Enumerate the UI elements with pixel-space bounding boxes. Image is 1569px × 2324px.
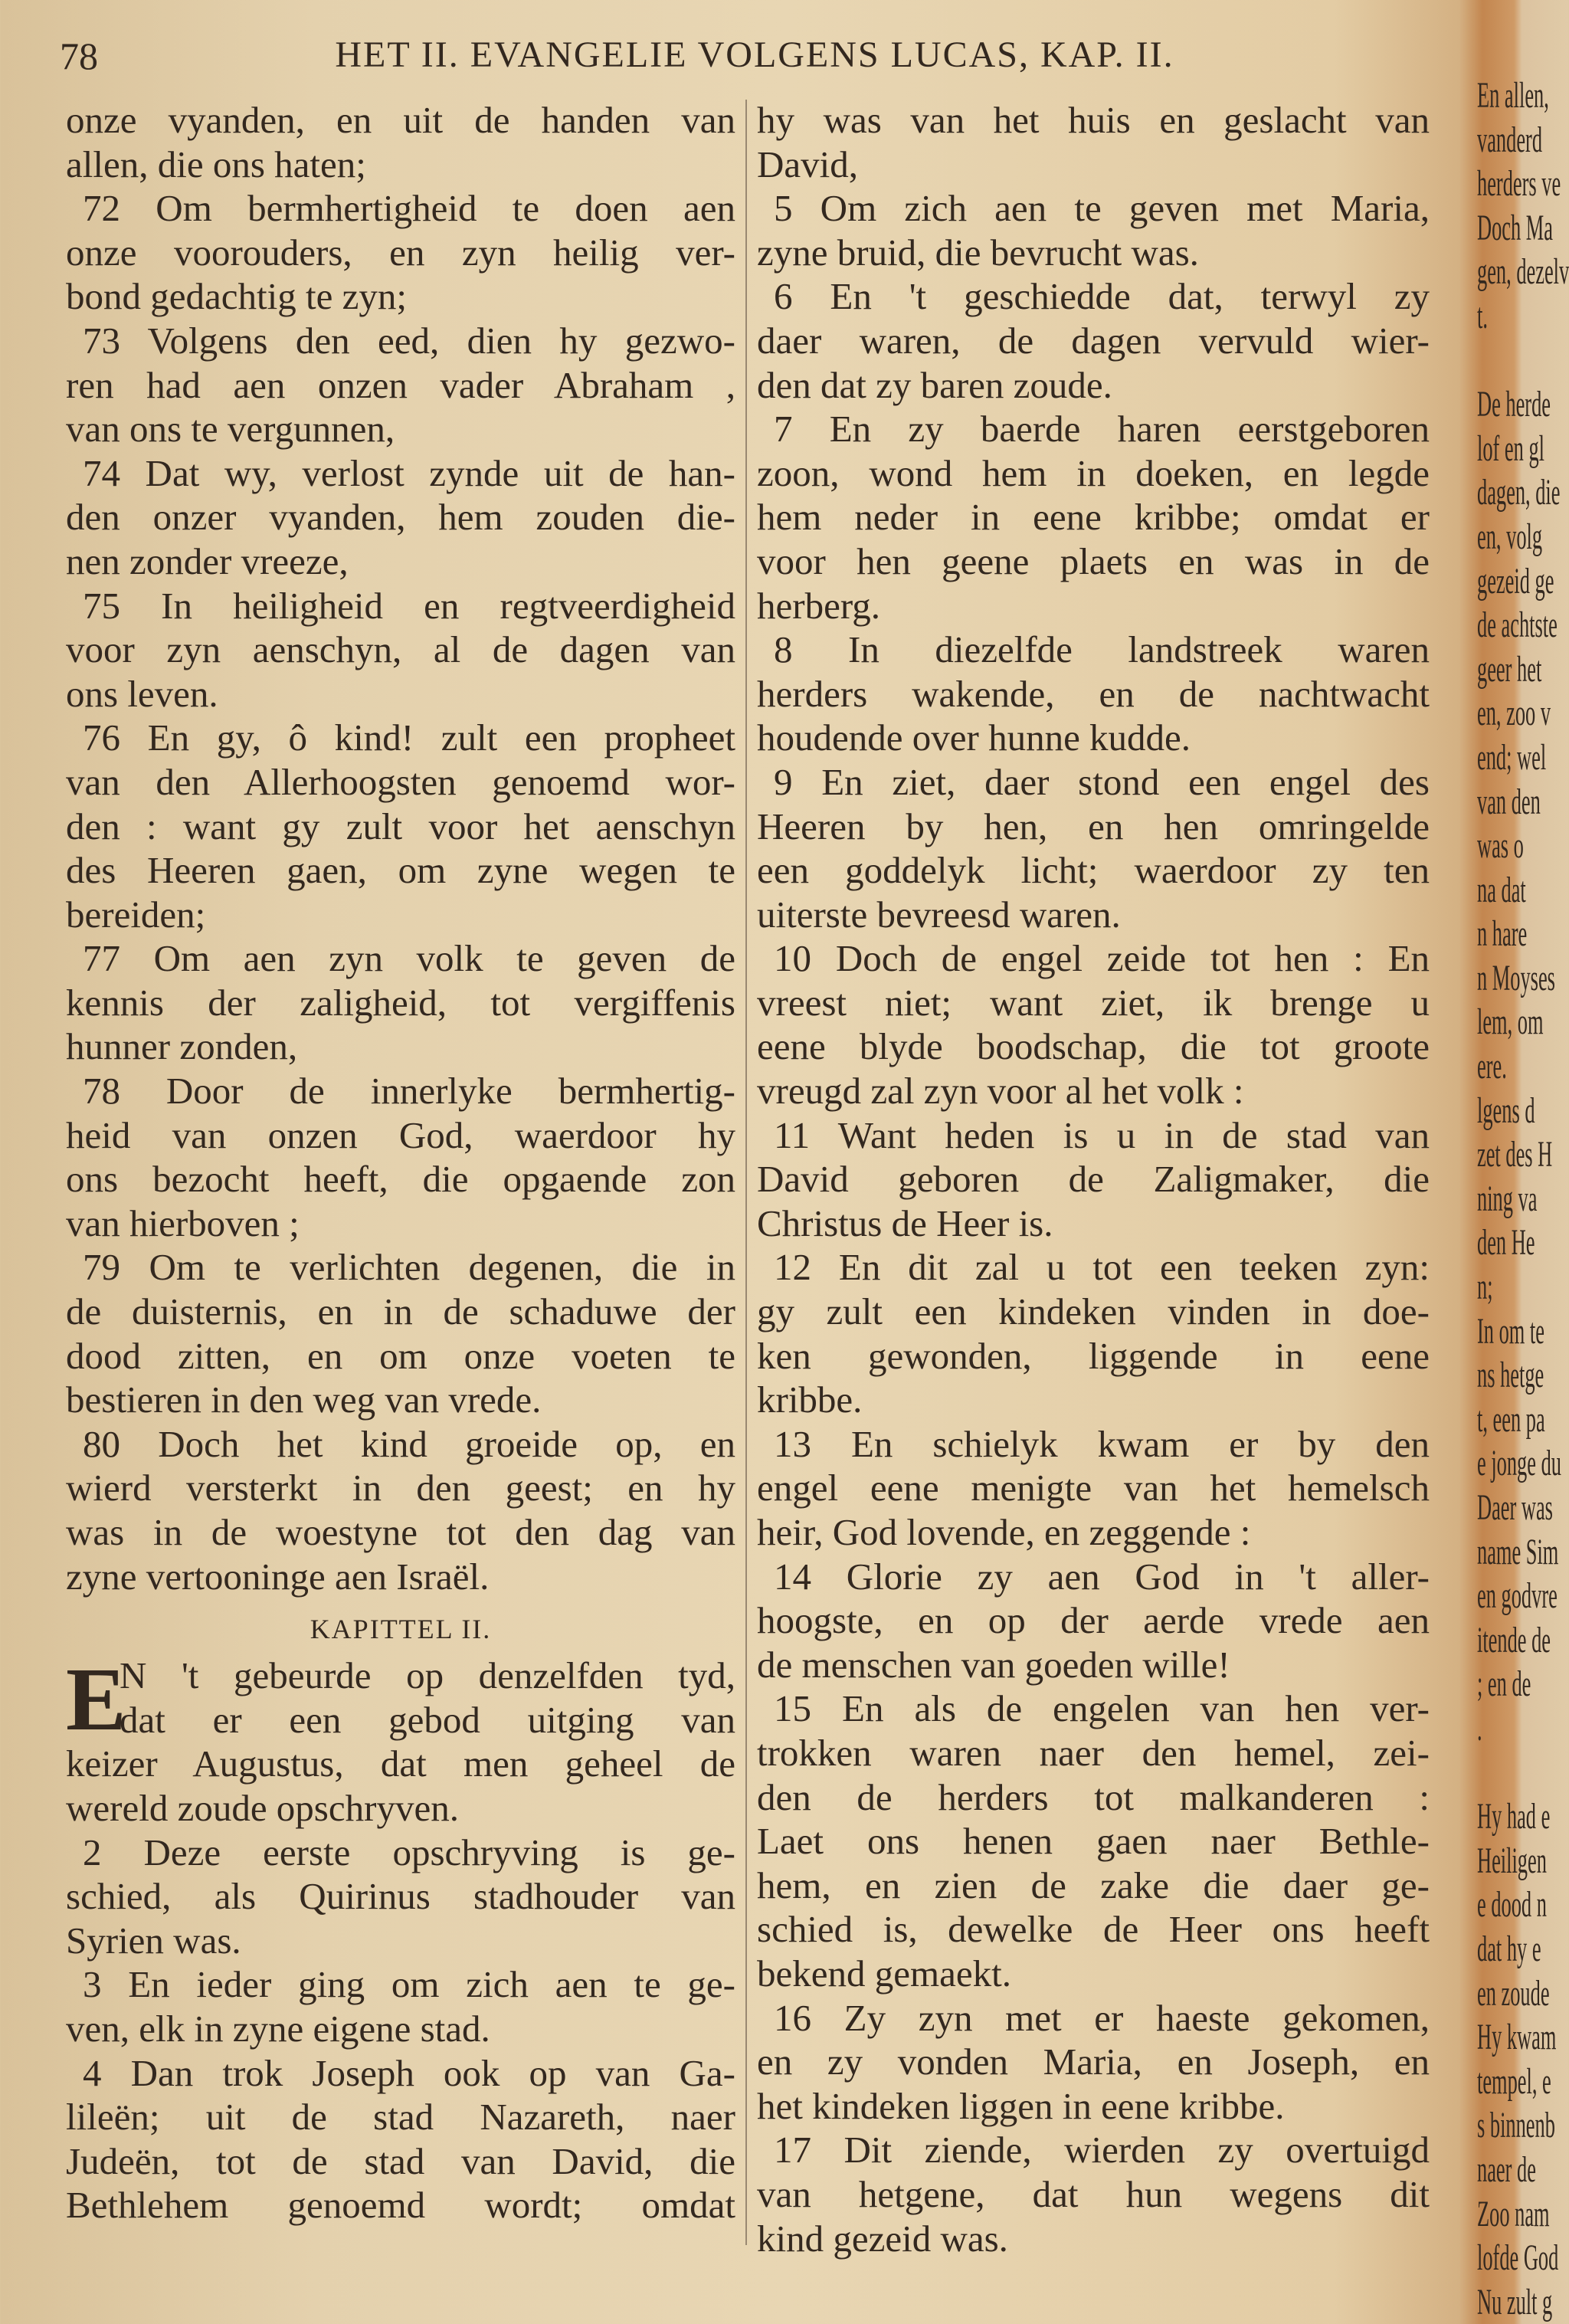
column-divider — [745, 100, 747, 2245]
verse-paragraph — [757, 2128, 1430, 2260]
facing-page-fragment: lofde God — [1477, 2237, 1559, 2279]
text-line: 17 Dit ziende, wierden zy overtuigd — [774, 2129, 1430, 2172]
facing-page-fragment: ; en de — [1477, 1664, 1531, 1705]
text-line: en zy vonden Maria, en Joseph, en — [757, 2040, 1430, 2083]
text-line: het kindeken liggen in eene kribbe. — [757, 2084, 1285, 2127]
facing-page-fragment: e jonge du — [1477, 1443, 1561, 1484]
verse-paragraph — [757, 274, 1430, 407]
text-line: van ons te vergunnen, — [66, 408, 395, 451]
facing-page-fragment: dat hy e — [1477, 1928, 1541, 1969]
facing-page-fragment: itende de — [1477, 1619, 1551, 1660]
facing-page-edge — [1477, 74, 1569, 2322]
facing-page-fragment: . — [1477, 1707, 1482, 1749]
chapter-opening — [66, 1649, 735, 1830]
text-line: Laet ons henen gaen naer Bethle- — [757, 1820, 1430, 1863]
facing-page-fragment: ns hetge — [1477, 1355, 1544, 1396]
text-line: allen, die ons haten; — [66, 143, 366, 185]
text-line: 9 En ziet, daer stond een engel des — [774, 760, 1430, 803]
facing-page-fragment: De herde — [1477, 384, 1551, 425]
text-line: den dat zy baren zoude. — [757, 363, 1112, 406]
text-line: herders wakende, en de nachtwacht — [757, 672, 1430, 715]
verse-paragraph — [66, 1422, 735, 1598]
text-line: vreest niet; want ziet, ik brenge u — [757, 981, 1430, 1024]
facing-page-fragment: n; — [1477, 1267, 1493, 1308]
facing-page-fragment: t. — [1477, 295, 1488, 336]
facing-page-fragment: lof en gl — [1477, 428, 1544, 469]
text-line: ons leven. — [66, 672, 218, 715]
facing-page-fragment: de achtste — [1477, 605, 1558, 646]
text-line: 4 Dan trok Joseph ook op van Ga- — [83, 2051, 735, 2094]
verse-paragraph — [66, 716, 735, 936]
facing-page-fragment: n hare — [1477, 913, 1528, 955]
verse-paragraph — [757, 628, 1430, 760]
text-line: hoogste, en op der aerde vrede aen — [757, 1599, 1430, 1642]
facing-page-fragment: t, een pa — [1477, 1398, 1545, 1440]
text-line: van hetgene, dat hun wegens dit — [757, 2172, 1430, 2215]
text-line: de duisternis, en in de schaduwe der — [66, 1290, 735, 1333]
facing-page-fragment: en godvre — [1477, 1575, 1558, 1617]
facing-page-fragment: dagen, die — [1477, 472, 1561, 513]
text-line: 76 En gy, ô kind! zult een propheet — [83, 716, 735, 759]
text-line: hy was van het huis en geslacht van — [757, 99, 1430, 141]
running-title: HET II. EVANGELIE VOLGENS LUCAS, KAP. II. — [335, 34, 1174, 75]
text-line: kribbe. — [757, 1378, 863, 1421]
facing-page-fragment: ning va — [1477, 1178, 1538, 1219]
facing-page-fragment: tempel, e — [1477, 2060, 1551, 2102]
verse-paragraph — [757, 1245, 1430, 1421]
text-line: gy zult een kindeken vinden in doe- — [757, 1290, 1430, 1333]
text-line: trokken waren naer den hemel, zei- — [757, 1731, 1430, 1774]
text-line: onze voorouders, en zyn heilig ver- — [66, 231, 735, 274]
text-line: kennis der zaligheid, tot vergiffenis — [66, 981, 735, 1024]
text-line: hunner zonden, — [66, 1025, 298, 1068]
text-line: 5 Om zich aen te geven met Maria, — [774, 187, 1430, 230]
text-line: Syrien was. — [66, 1919, 241, 1962]
text-line: 78 Door de innerlyke bermhertig- — [83, 1070, 735, 1113]
facing-page-fragment: naer de — [1477, 2149, 1536, 2190]
text-line: 6 En 't geschiedde dat, terwyl zy — [774, 275, 1430, 318]
text-line: hem neder in eene kribbe; omdat er — [757, 496, 1430, 539]
text-line: uiterste bevreesd waren. — [757, 893, 1121, 936]
facing-page-fragment: den He — [1477, 1222, 1535, 1264]
verse-paragraph — [66, 2051, 735, 2227]
text-line: 14 Glorie zy aen God in 't aller- — [774, 1555, 1430, 1598]
text-line: Heeren by hen, en hen omringelde — [757, 805, 1430, 847]
text-line: 79 Om te verlichten degenen, die in — [83, 1246, 735, 1289]
verse-paragraph — [66, 186, 735, 319]
text-line: 3 En ieder ging om zich aen te ge- — [83, 1963, 735, 2006]
text-line: dat er een gebod uitging van — [120, 1698, 735, 1741]
text-line: 80 Doch het kind groeide op, en — [83, 1422, 735, 1465]
verse-paragraph — [757, 760, 1430, 936]
text-line: dood zitten, en om onze voeten te — [66, 1334, 735, 1377]
facing-page-fragment: Hy kwam — [1477, 2017, 1557, 2058]
verse-paragraph — [66, 1245, 735, 1421]
text-line: daer waren, de dagen vervuld wier- — [757, 319, 1430, 362]
text-line: Christus de Heer is. — [757, 1201, 1053, 1244]
facing-page-fragment: van den — [1477, 781, 1541, 822]
text-line: 8 In diezelfde landstreek waren — [774, 628, 1430, 671]
text-line: den : want gy zult voor het aenschyn — [66, 805, 735, 847]
text-line: kind gezeid was. — [757, 2217, 1008, 2260]
left-column — [66, 98, 735, 2227]
text-line: 12 En dit zal u tot een teeken zyn: — [774, 1246, 1430, 1289]
text-line: hem, en zien de zake die daer ge- — [757, 1863, 1430, 1906]
text-line: David geboren de Zaligmaker, die — [757, 1158, 1430, 1201]
facing-page-fragment — [1477, 339, 1508, 383]
verse-paragraph — [757, 407, 1430, 628]
text-line: zyne bruid, die bevrucht was. — [757, 231, 1199, 274]
text-line: David, — [757, 143, 858, 185]
facing-page-fragment: name Sim — [1477, 1531, 1559, 1572]
text-line: eene blyde boodschap, die tot groote — [757, 1025, 1430, 1068]
verse-paragraph — [66, 1069, 735, 1245]
facing-page-fragment: En allen, — [1477, 75, 1549, 116]
facing-page-fragment: lem, om — [1477, 1001, 1544, 1043]
facing-page-fragment: Doch Ma — [1477, 207, 1553, 248]
text-line: heid van onzen God, waerdoor hy — [66, 1113, 735, 1156]
verse-paragraph — [757, 1555, 1430, 1687]
text-line: wereld zoude opschryven. — [66, 1786, 459, 1829]
chapter-heading: KAPITTEL II. — [310, 1614, 492, 1645]
text-line: N 't gebeurde op denzelfden tyd, — [120, 1654, 735, 1697]
facing-page-fragment: en, zoo v — [1477, 693, 1551, 734]
text-line: wierd versterkt in den geest; en hy — [66, 1467, 735, 1509]
text-line: des Heeren gaen, om zyne wegen te — [66, 849, 735, 892]
verse-paragraph — [66, 1831, 735, 1963]
text-line: bekend gemaekt. — [757, 1952, 1011, 1995]
verse-paragraph — [757, 1113, 1430, 1246]
text-line: Bethlehem genoemd wordt; omdat — [66, 2184, 735, 2227]
text-line: den de herders tot malkanderen : — [757, 1775, 1430, 1818]
text-line: 75 In heiligheid en regtveerdigheid — [83, 584, 735, 627]
text-line: voor hen geene plaets en was in de — [757, 539, 1430, 582]
text-line: 73 Volgens den eed, dien hy gezwo- — [83, 319, 735, 362]
text-line: 13 En schielyk kwam er by den — [774, 1422, 1430, 1465]
verse-paragraph — [757, 1996, 1430, 2129]
text-line: herberg. — [757, 584, 880, 627]
verse-paragraph — [66, 936, 735, 1069]
facing-page-fragment: en, volg — [1477, 516, 1543, 557]
text-line: 7 En zy baerde haren eerstgeboren — [774, 408, 1430, 451]
text-line: schied is, dewelke de Heer ons heeft — [757, 1908, 1430, 1951]
text-line: zoon, wond hem in doeken, en legde — [757, 451, 1430, 494]
facing-page-fragment: na dat — [1477, 869, 1526, 910]
text-line: ven, elk in zyne eigene stad. — [66, 2007, 490, 2050]
verse-paragraph — [66, 1962, 735, 2050]
text-line: ken gewonden, liggende in eene — [757, 1334, 1430, 1377]
text-line: engel eene menigte van het hemelsch — [757, 1467, 1430, 1509]
text-line: onze vyanden, en uit de handen van — [66, 99, 735, 141]
facing-page-fragment: geer het — [1477, 648, 1542, 690]
facing-page-fragment: n Moyses — [1477, 957, 1555, 998]
text-line: ons bezocht heeft, die opgaende zon — [66, 1158, 735, 1201]
facing-page-fragment: zet des H — [1477, 1134, 1553, 1175]
text-line: keizer Augustus, dat men geheel de — [66, 1742, 735, 1785]
facing-page-fragment: was o — [1477, 825, 1524, 867]
verse-paragraph — [66, 319, 735, 451]
text-line: vreugd zal zyn voor al het volk : — [757, 1070, 1244, 1113]
text-line: was in de woestyne tot den dag van — [66, 1511, 735, 1553]
facing-page-fragment: gen, dezelv — [1477, 251, 1569, 293]
verse-paragraph — [757, 1422, 1430, 1555]
text-line: den onzer vyanden, hem zouden die- — [66, 496, 735, 539]
facing-page-fragment: In om te — [1477, 1310, 1544, 1352]
verse-paragraph — [757, 1686, 1430, 1995]
text-line: bereiden; — [66, 893, 206, 936]
facing-page-fragment: end; wel — [1477, 736, 1547, 778]
verse-paragraph — [757, 186, 1430, 274]
text-line: de menschen van goeden wille! — [757, 1643, 1230, 1686]
text-line: ren had aen onzen vader Abraham , — [66, 363, 735, 406]
text-line: 10 Doch de engel zeide tot hen : En — [774, 937, 1430, 980]
verse-paragraph — [66, 98, 735, 186]
text-line: 74 Dat wy, verlost zynde uit de han- — [83, 451, 735, 494]
facing-page-fragment: ere. — [1477, 1046, 1507, 1087]
facing-page-fragment: lgens d — [1477, 1090, 1535, 1131]
text-line: van hierboven ; — [66, 1201, 300, 1244]
text-line: zyne vertooninge aen Israël. — [66, 1555, 490, 1598]
facing-page-fragment: e dood n — [1477, 1884, 1547, 1926]
text-line: 11 Want heden is u in de stad van — [774, 1113, 1430, 1156]
text-line: schied, als Quirinus stadhouder van — [66, 1875, 735, 1918]
text-line: 2 Deze eerste opschryving is ge- — [83, 1831, 735, 1873]
right-column — [757, 98, 1430, 2260]
text-line: bond gedachtig te zyn; — [66, 275, 407, 318]
text-line: nen zonder vreeze, — [66, 539, 349, 582]
facing-page-fragment: vanderd — [1477, 119, 1543, 160]
facing-page-fragment: Nu zult g — [1477, 2281, 1553, 2322]
drop-cap: E — [66, 1649, 126, 1750]
page-number: 78 — [60, 34, 98, 77]
text-line: heir, God lovende, en zeggende : — [757, 1511, 1251, 1553]
verse-paragraph — [66, 584, 735, 716]
text-line: van den Allerhoogsten genoemd wor- — [66, 760, 735, 803]
facing-page-fragment: en zoude — [1477, 1972, 1550, 2014]
verse-paragraph — [757, 936, 1430, 1113]
text-line: 77 Om aen zyn volk te geven de — [83, 937, 735, 980]
facing-page-fragment: herders ve — [1477, 163, 1561, 205]
facing-page-fragment: Daer was — [1477, 1487, 1553, 1528]
facing-page-fragment: gezeid ge — [1477, 560, 1554, 601]
text-line: bestieren in den weg van vrede. — [66, 1378, 542, 1421]
text-line: 72 Om bermhertigheid te doen aen — [83, 187, 735, 230]
text-line: houdende over hunne kudde. — [757, 716, 1191, 759]
facing-page-fragment — [1477, 1751, 1508, 1795]
verse-paragraph — [66, 451, 735, 584]
text-line: een goddelyk licht; waerdoor zy ten — [757, 849, 1430, 892]
text-line: 16 Zy zyn met er haeste gekomen, — [774, 1996, 1430, 2039]
verse-paragraph — [757, 98, 1430, 186]
facing-page-fragment: Hy had e — [1477, 1796, 1551, 1837]
facing-page-fragment: s binnenb — [1477, 2105, 1555, 2146]
text-line: voor zyn aenschyn, al de dagen van — [66, 628, 735, 671]
text-line: Judeën, tot de stad van David, die — [66, 2139, 735, 2182]
text-line: lileën; uit de stad Nazareth, naer — [66, 2096, 735, 2139]
facing-page-fragment: Heiligen — [1477, 1840, 1547, 1881]
text-line: 15 En als de engelen van hen ver- — [774, 1687, 1430, 1730]
facing-page-fragment: Zoo nam — [1477, 2193, 1550, 2234]
